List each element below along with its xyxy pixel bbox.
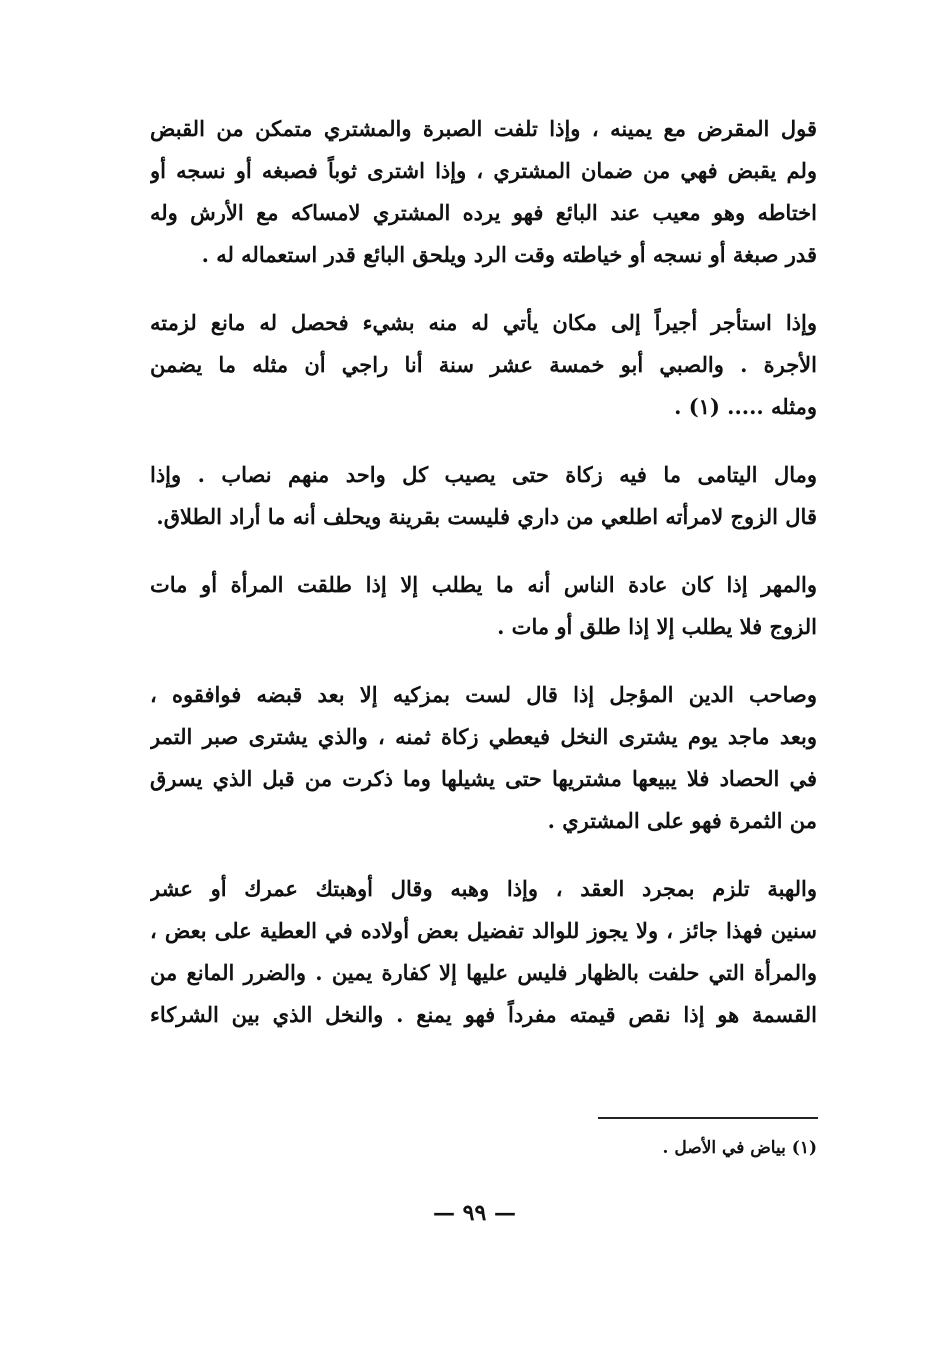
text-line: وإذا استأجر أجيراً إلى مكان يأتي له منه بشيء فحصل له مانع لزمته (150, 310, 817, 335)
text-line: الأجرة . والصبي أبو خمسة عشر سنة أنا راجي أن مثله ما يضمن (150, 352, 817, 377)
text-line: من الثمرة فهو على المشتري . (547, 808, 817, 833)
text-line: سنين فهذا جائز ، ولا يجوز للوالد تفضيل بعض أولاده في العطية على بعض ، (150, 918, 817, 943)
text-line: والمرأة التي حلفت بالظهار فليس عليها إلا كفارة يمين . والضرر المانع من (150, 960, 817, 985)
paragraph-3 (150, 454, 817, 538)
text-line: والمهر إذا كان عادة الناس أنه ما يطلب إلا إذا طلقت المرأة أو مات (150, 572, 817, 597)
text-line: قدر صبغة أو نسجه أو خياطته وقت الرد ويلحق البائع قدر استعماله له . (201, 242, 817, 267)
footnote: (١) بياض في الأصل . (662, 1138, 817, 1158)
text-line: الزوج فلا يطلب إلا إذا طلق أو مات . (497, 614, 817, 639)
text-line: قال الزوج لامرأته اطلعي من داري فليست بقرينة ويحلف أنه ما أراد الطلاق. (156, 504, 817, 529)
text-line: قول المقرض مع يمينه ، وإذا تلفت الصبرة والمشتري متمكن من القبض (150, 116, 817, 141)
paragraph-4 (150, 564, 817, 648)
text-line: في الحصاد فلا يبيعها مشتريها حتى يشيلها وما ذكرت من قبل الذي يسرق (150, 766, 817, 791)
page-number: — ٩٩ — (433, 1200, 516, 1226)
text-line: وبعد ماجد يوم يشترى النخل فيعطي زكاة ثمنه ، والذي يشترى صبر التمر (150, 724, 817, 749)
text-line: وصاحب الدين المؤجل إذا قال لست بمزكيه إلا بعد قبضه فوافقوه ، (150, 682, 817, 707)
text-line: والهبة تلزم بمجرد العقد ، وإذا وهبه وقال أوهبتك عمرك أو عشر (150, 876, 817, 901)
text-line: ولم يقبض فهي من ضمان المشتري ، وإذا اشترى ثوباً فصبغه أو نسجه أو (150, 158, 817, 183)
paragraph-5 (150, 674, 817, 842)
footnote-divider (598, 1117, 818, 1119)
paragraph-2 (150, 302, 817, 428)
text-line: القسمة هو إذا نقص قيمته مفرداً فهو يمنع . والنخل الذي بين الشركاء (150, 1002, 817, 1027)
text-line: ومال اليتامى ما فيه زكاة حتى يصيب كل واحد منهم نصاب . وإذا (150, 462, 817, 487)
text-line: اختاطه وهو معيب عند البائع فهو يرده المشتري لامساكه مع الأرش وله (150, 200, 817, 225)
text-line: ومثله ..... (١) . (674, 394, 817, 419)
body-text (150, 108, 817, 1062)
paragraph-1 (150, 108, 817, 276)
paragraph-6 (150, 868, 817, 1036)
